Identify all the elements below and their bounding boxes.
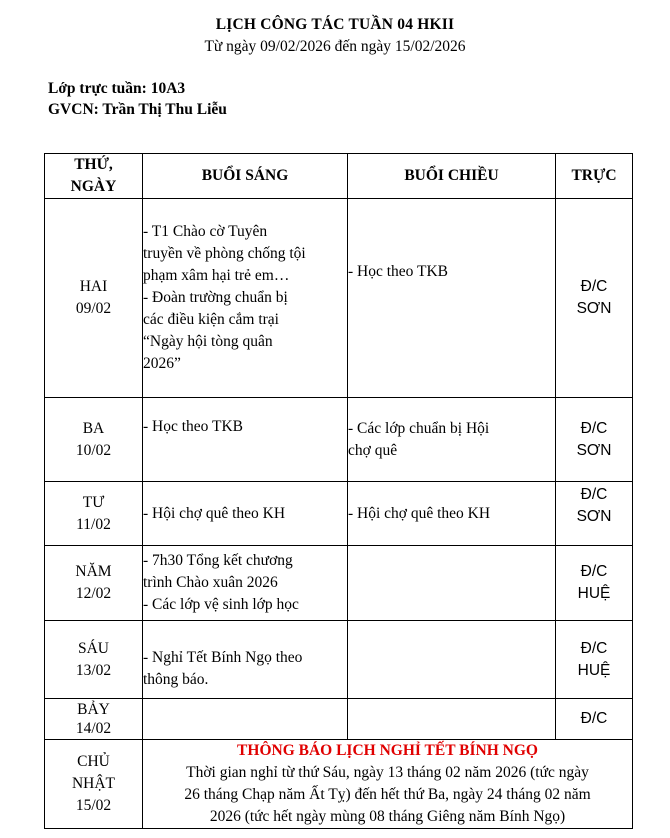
table-row	[45, 699, 633, 740]
homeroom-teacher: GVCN: Trần Thị Thu Liễu	[48, 101, 227, 118]
table-row	[45, 621, 633, 699]
header-day-line2: NGÀY	[70, 178, 117, 195]
table-row	[45, 546, 633, 621]
table-row	[45, 482, 633, 546]
header-duty: TRỰC	[556, 154, 633, 199]
header-afternoon: BUỔI CHIỀU	[348, 154, 556, 199]
duty-cell	[556, 546, 633, 621]
duty-line: Đ/C	[580, 710, 608, 727]
afternoon-line: - Học theo TKB	[348, 263, 449, 280]
day-date: 09/02	[75, 300, 112, 317]
day-name: TƯ	[82, 493, 105, 511]
header-day-line1: THỨ,	[74, 156, 113, 173]
morning-cell	[143, 699, 348, 740]
afternoon-line: - Các lớp chuẩn bị Hội	[348, 420, 490, 437]
day-cell	[45, 699, 143, 740]
day-date: 10/02	[75, 441, 112, 459]
morning-line: - Học theo TKB	[143, 418, 244, 435]
morning-line: - Hội chợ quê theo KH	[143, 504, 286, 522]
morning-line: các điều kiện cắm trại	[143, 311, 279, 328]
duty-cell	[556, 482, 633, 546]
duty-line: Đ/C	[580, 278, 608, 295]
notice-line-3: 2026 (tức hết ngày mùng 08 tháng Giêng năm Bính Ngọ)	[209, 808, 566, 825]
morning-cell	[143, 398, 348, 482]
duty-line: SƠN	[576, 300, 612, 317]
sunday-day-line1: CHỦ	[77, 753, 110, 770]
duty-line: HUỆ	[577, 661, 611, 679]
morning-line: thông báo.	[143, 671, 209, 688]
morning-cell	[143, 621, 348, 699]
afternoon-line: - Hội chợ quê theo KH	[348, 504, 491, 522]
day-cell	[45, 199, 143, 398]
afternoon-cell	[348, 482, 556, 546]
header-morning: BUỔI SÁNG	[143, 154, 348, 199]
duty-line: Đ/C	[580, 563, 608, 580]
sunday-date: 15/02	[75, 797, 112, 814]
day-date: 12/02	[75, 585, 112, 602]
morning-line: truyền về phòng chống tội	[143, 245, 306, 262]
notice-line-2: 26 tháng Chạp năm Ất Tỵ) đến hết thứ Ba, ngày 24 tháng 02 năm	[184, 786, 591, 803]
morning-cell	[143, 482, 348, 546]
day-cell	[45, 398, 143, 482]
morning-line: - Các lớp vệ sinh lớp học	[143, 596, 299, 613]
header-day	[45, 154, 143, 199]
duty-line: Đ/C	[580, 486, 608, 503]
morning-line: 2026”	[143, 355, 181, 372]
notice-line-1: Thời gian nghỉ từ thứ Sáu, ngày 13 tháng 02 năm 2026 (tức ngày	[186, 764, 589, 781]
duty-line: SƠN	[576, 508, 612, 525]
table-row-sunday	[45, 740, 633, 829]
duty-cell	[556, 398, 633, 482]
table-row	[45, 398, 633, 482]
morning-line: - T1 Chào cờ Tuyên	[143, 223, 268, 240]
table-row	[45, 199, 633, 398]
header-row	[45, 154, 633, 199]
morning-cell	[143, 546, 348, 621]
sunday-day-cell	[45, 740, 143, 829]
day-date: 14/02	[75, 720, 112, 737]
duty-line: Đ/C	[580, 639, 608, 657]
morning-line: trình Chào xuân 2026	[143, 574, 278, 591]
afternoon-cell	[348, 546, 556, 621]
day-name: BA	[82, 419, 105, 437]
afternoon-cell	[348, 621, 556, 699]
sunday-day-line2: NHẬT	[71, 775, 116, 792]
afternoon-cell	[348, 398, 556, 482]
schedule-table	[44, 153, 633, 829]
morning-cell	[143, 199, 348, 398]
afternoon-line: chợ quê	[348, 442, 398, 459]
duty-cell	[556, 699, 633, 740]
morning-line: phạm xâm hại trẻ em…	[143, 267, 290, 284]
afternoon-cell	[348, 699, 556, 740]
afternoon-cell	[348, 199, 556, 398]
day-date: 13/02	[75, 661, 112, 679]
day-name: HAI	[79, 278, 108, 295]
morning-line: - Nghỉ Tết Bính Ngọ theo	[143, 649, 303, 666]
duty-line: SƠN	[576, 441, 612, 459]
holiday-notice	[143, 740, 633, 829]
duty-cell	[556, 199, 633, 398]
day-name: BẢY	[77, 701, 110, 718]
day-cell	[45, 482, 143, 546]
morning-line: - Đoàn trường chuẩn bị	[143, 289, 288, 306]
day-name: NĂM	[75, 563, 112, 580]
duty-line: HUỆ	[577, 585, 611, 602]
morning-line: “Ngày hội tòng quân	[143, 333, 273, 350]
notice-title: THÔNG BÁO LỊCH NGHỈ TẾT BÍNH NGỌ	[237, 742, 538, 759]
day-date: 11/02	[76, 515, 111, 533]
day-cell	[45, 546, 143, 621]
day-name: SÁU	[77, 639, 109, 657]
page-title: LỊCH CÔNG TÁC TUẦN 04 HKII	[215, 16, 455, 33]
duty-line: Đ/C	[580, 419, 608, 437]
morning-line: - 7h30 Tổng kết chương	[143, 552, 293, 569]
day-cell	[45, 621, 143, 699]
duty-cell	[556, 621, 633, 699]
date-range: Từ ngày 09/02/2026 đến ngày 15/02/2026	[204, 38, 466, 55]
class-on-duty: Lớp trực tuần: 10A3	[48, 80, 186, 97]
